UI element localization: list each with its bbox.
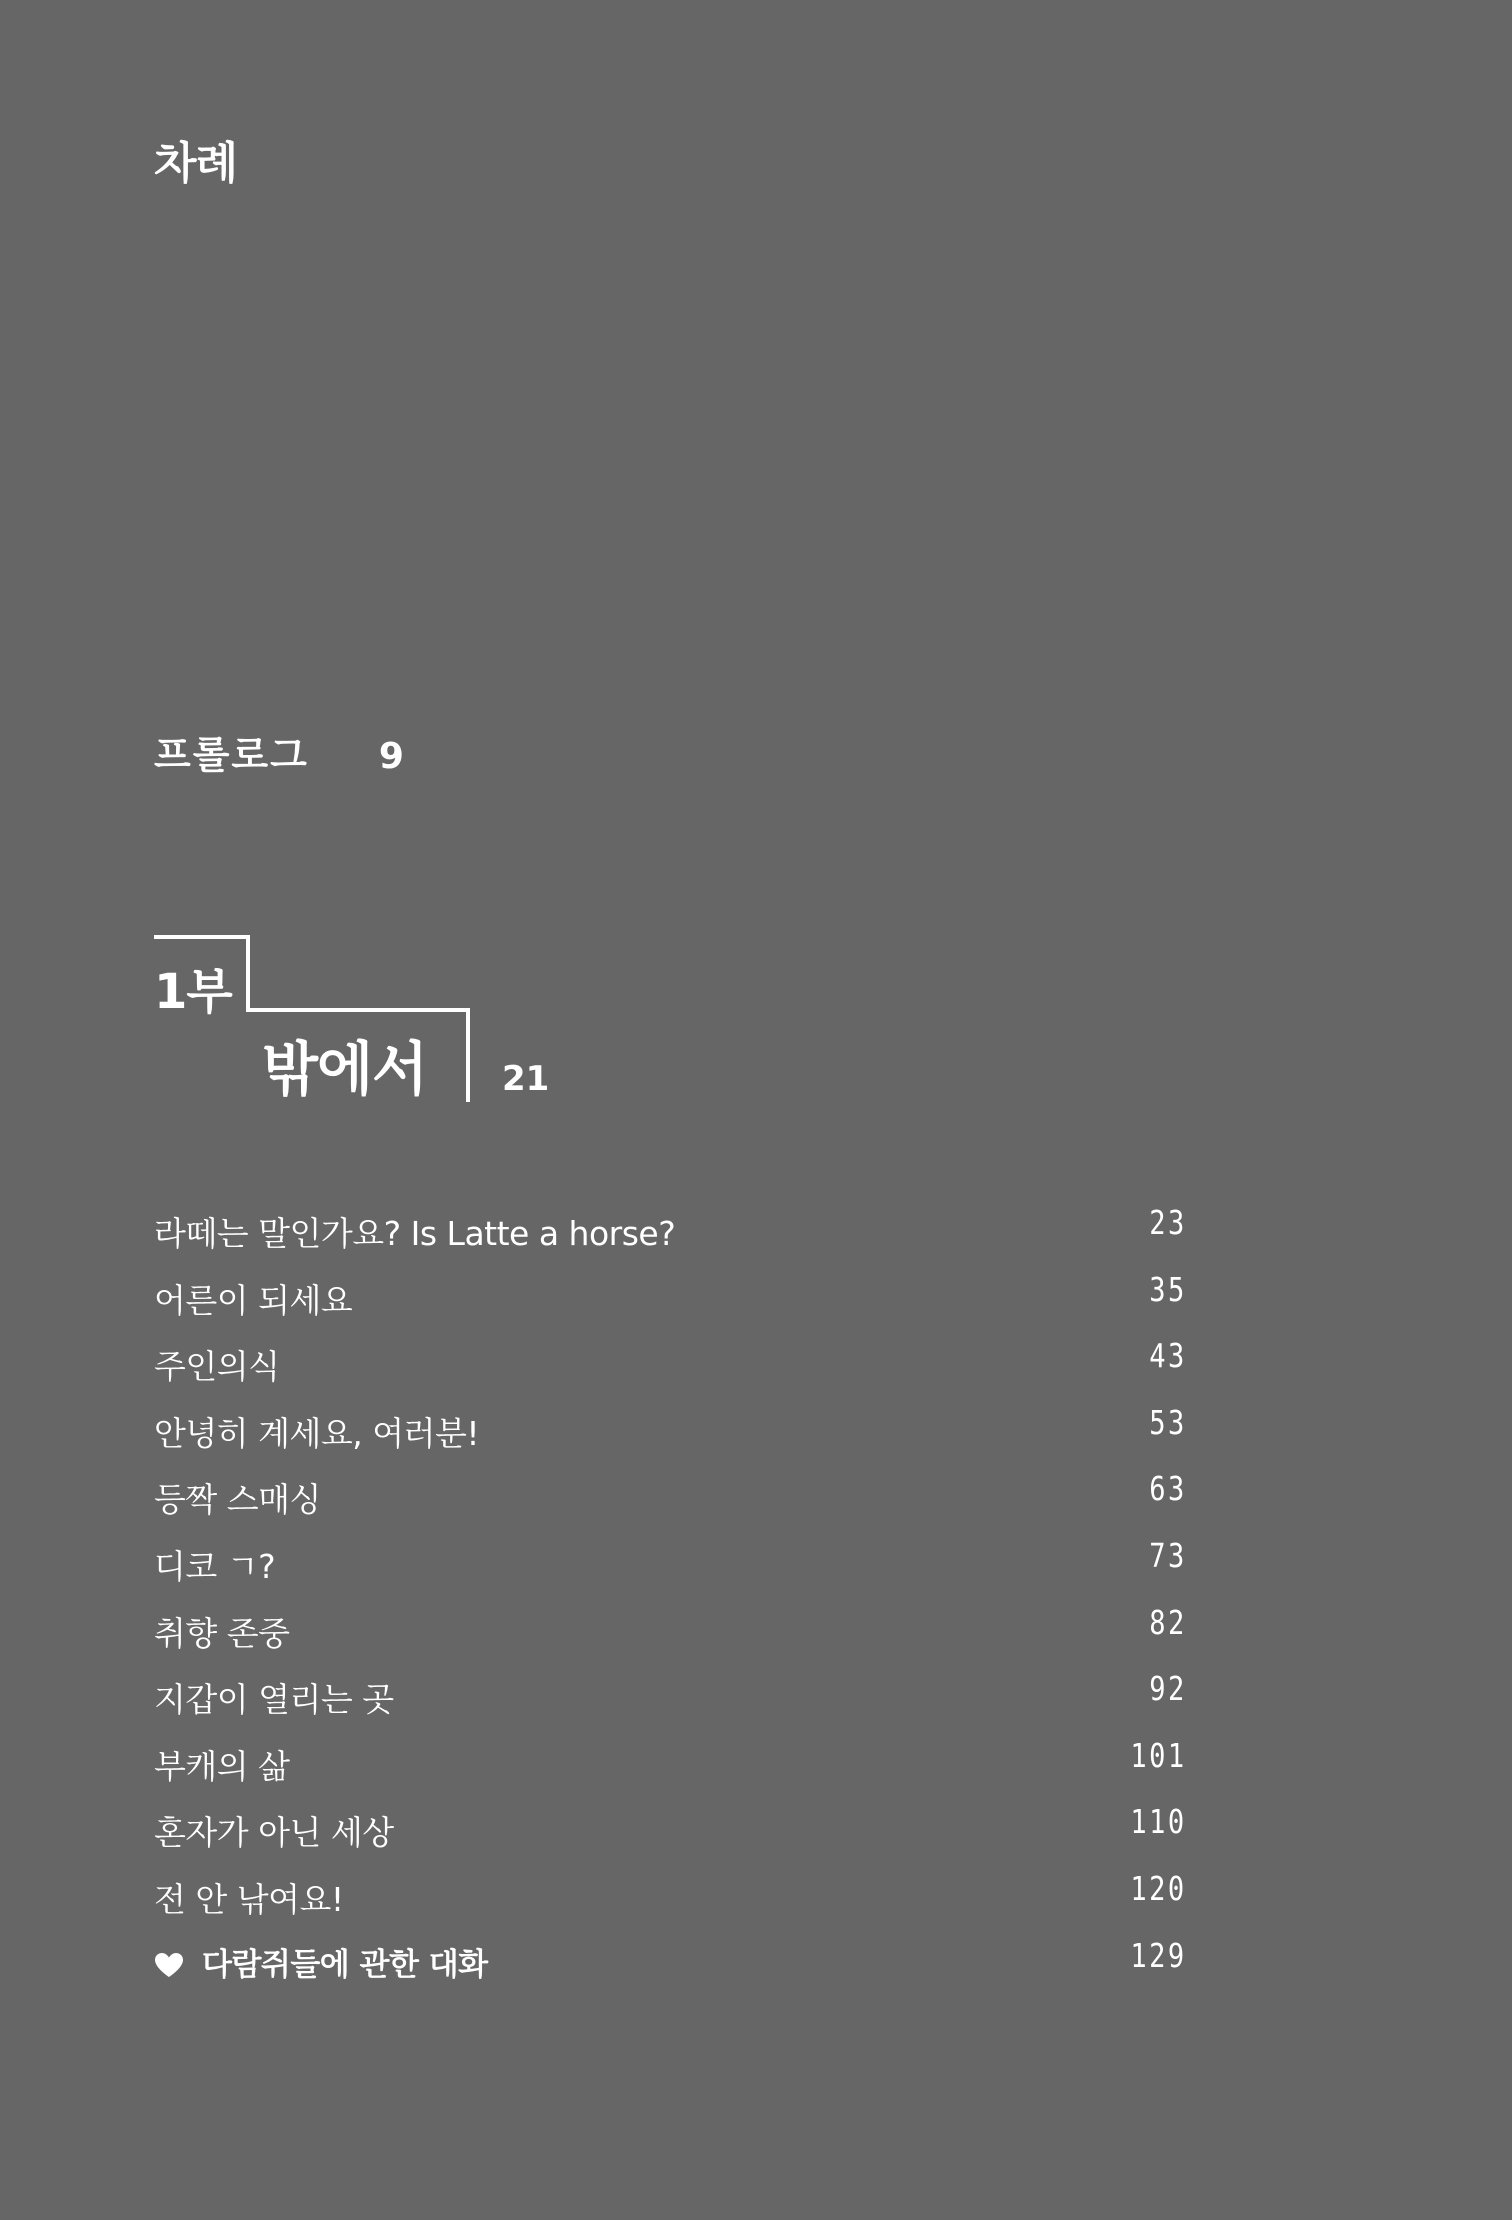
prologue-entry[interactable]	[154, 733, 404, 777]
chapter-entry[interactable]	[154, 1602, 1187, 1681]
chapter-entry[interactable]	[154, 1469, 1187, 1547]
toc-title: 차례	[154, 138, 238, 189]
chapter-page-number: 92	[1149, 1669, 1187, 1709]
chapter-title: 부캐의 삶	[154, 1746, 290, 1786]
chapter-title: 취향 존중	[154, 1613, 290, 1653]
part-title[interactable]: 밖에서	[262, 1035, 428, 1103]
chapter-page-number: 82	[1149, 1602, 1187, 1642]
chapter-page-number: 63	[1149, 1469, 1187, 1509]
heart-icon	[154, 1952, 184, 1978]
chapter-page-number: 101	[1130, 1735, 1187, 1775]
prologue-page-number: 9	[378, 736, 404, 777]
chapter-title: 전 안 낚여요!	[154, 1879, 344, 1919]
chapter-entry[interactable]	[154, 1669, 1187, 1747]
chapter-entry[interactable]	[154, 1868, 1187, 1947]
chapter-entry[interactable]	[154, 1336, 1187, 1414]
chapter-entry[interactable]	[154, 1735, 1187, 1814]
chapter-entry[interactable]	[154, 1269, 1187, 1348]
chapter-page-number: 35	[1149, 1269, 1187, 1309]
chapter-page-number: 73	[1149, 1535, 1187, 1575]
chapter-entry[interactable]	[154, 1535, 1187, 1614]
chapter-entry[interactable]	[154, 1203, 1187, 1281]
chapter-title: 주인의식	[154, 1347, 280, 1387]
special-chapter-entry[interactable]	[154, 1935, 1187, 2014]
chapter-title: 디코 ㄱ?	[154, 1546, 276, 1586]
chapter-title: 혼자가 아닌 세상	[154, 1813, 394, 1853]
chapter-list	[154, 1203, 1187, 2013]
chapter-page-number: 129	[1130, 1935, 1187, 1975]
chapter-page-number: 110	[1130, 1802, 1187, 1842]
part-number: 1부	[154, 964, 232, 1020]
chapter-title: 등짝 스매싱	[154, 1480, 321, 1520]
chapter-title: 안녕히 계세요, 여러분!	[154, 1413, 480, 1453]
chapter-entry[interactable]	[154, 1802, 1187, 1880]
chapter-page-number: 43	[1149, 1336, 1187, 1376]
prologue-label: 프롤로그	[154, 733, 309, 777]
chapter-page-number: 120	[1130, 1868, 1187, 1908]
chapter-title: 라떼는 말인가요? Is Latte a horse?	[154, 1214, 676, 1253]
chapter-page-number: 53	[1149, 1402, 1187, 1442]
part-page-number: 21	[502, 1059, 550, 1099]
chapter-title: 지갑이 열리는 곳	[154, 1680, 394, 1720]
chapter-title: 어른이 되세요	[154, 1280, 353, 1320]
chapter-page-number: 23	[1149, 1203, 1187, 1242]
special-chapter-title-group	[154, 1947, 488, 1984]
special-chapter-title: 다람쥐들에 관한 대화	[202, 1946, 488, 1983]
chapter-entry[interactable]	[154, 1402, 1187, 1481]
